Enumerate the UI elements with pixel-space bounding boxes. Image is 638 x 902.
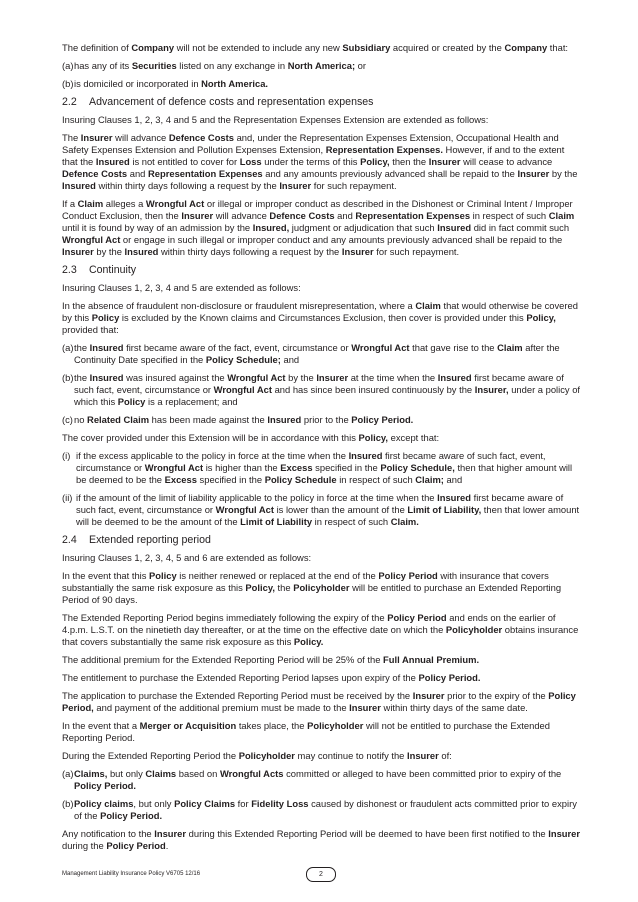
defined-term: Representation Expenses (148, 168, 263, 179)
defined-term: Insurer (154, 828, 187, 839)
defined-term: Insurer (316, 372, 349, 383)
defined-term: Insured (348, 450, 383, 461)
text-run: that would otherwise be covered by this (62, 300, 578, 323)
text-run: by the (285, 372, 317, 383)
defined-term: Policy (149, 570, 177, 581)
text-run: is excluded by the Known claims and Circumstances Exclusion, then cover is provided under this (119, 312, 527, 323)
list-marker: (b) (62, 798, 74, 809)
text-run: will advance (213, 210, 270, 221)
paragraph (62, 300, 582, 336)
defined-term: Insurer (80, 132, 113, 143)
defined-term: Insurer (412, 690, 445, 701)
paragraph (62, 132, 582, 192)
defined-term: Insured (437, 222, 472, 233)
text-run: caused by dishonest or fraudulent acts committed prior to expiry of the (74, 798, 577, 821)
text-run: In the event that this (62, 570, 150, 581)
text-run: obtains insurance that covers substantially the same risk exposure as this (62, 624, 579, 647)
text-run: Insuring Clauses 1, 2, 3, 4 and 5 and the Representation Expenses Extension are extended as follows: (62, 114, 489, 125)
text-run: at the time when the (348, 372, 438, 383)
text-run: no (74, 414, 88, 425)
defined-term: Claim. (390, 516, 419, 527)
text-run: or (355, 60, 367, 71)
text-run: first became aware of such fact, event, circumstance or (76, 492, 564, 515)
defined-term: Representation Expenses (355, 210, 471, 221)
text-run: specified in the (312, 462, 381, 473)
paragraph (62, 690, 582, 714)
defined-term: Insurer (548, 828, 581, 839)
defined-term: Insured (62, 180, 96, 191)
text-run: is not entitled to cover for (129, 156, 240, 167)
text-run: or engage in such illegal or improper conduct and any amounts previously advanced shall be repaid to the (120, 234, 563, 245)
text-run: by the (549, 168, 578, 179)
text-run: The (62, 132, 81, 143)
defined-term: Insurer (349, 702, 381, 713)
text-run: judgment or adjudication that such (289, 222, 438, 233)
defined-term: Policy, (245, 582, 275, 593)
defined-term: Insurer (341, 246, 374, 257)
defined-term: Policy Period (378, 570, 438, 581)
text-run: then the (389, 156, 429, 167)
text-run: provided that: (62, 324, 119, 335)
list-marker: (b) (62, 78, 74, 89)
defined-term: Insured (89, 342, 124, 353)
text-run: and (127, 168, 148, 179)
defined-term: Wrongful Act (351, 342, 410, 353)
defined-term: Claims, (74, 768, 108, 779)
list-item (62, 450, 582, 486)
paragraph (62, 828, 582, 852)
list-item (62, 492, 582, 528)
text-run: first became aware of the fact, event, circumstance or (123, 342, 352, 353)
defined-term: Insurer (517, 168, 550, 179)
defined-term: Defence Costs (168, 132, 234, 143)
text-run: within thirty days following a request by the (158, 246, 342, 257)
text-run: If a (62, 198, 78, 209)
paragraph (62, 750, 582, 762)
text-run: that: (547, 42, 569, 53)
text-run: has been made against the (149, 414, 268, 425)
paragraph (62, 198, 582, 258)
defined-term: Limit of Liability (240, 516, 313, 527)
text-run: the (74, 342, 90, 353)
text-run: after the Continuity Date specified in the (74, 342, 560, 365)
text-run: will be entitled to purchase an Extended Reporting Period of 90 days. (62, 582, 562, 605)
text-run: in respect of such (336, 474, 416, 485)
text-run: and, under the Representation Expenses Extension, Occupational Health and Safety Expenses Extension and Pollution Expenses Extension, (62, 132, 559, 155)
list-item (62, 60, 582, 72)
text-run: in respect of such (470, 210, 549, 221)
list-marker: (a) (62, 60, 74, 71)
text-run: then that lower amount will be deemed to be the amount of the (76, 504, 580, 527)
defined-term: Policy Period (387, 612, 447, 623)
text-run: will not be entitled to purchase the Extended Reporting Period. (62, 720, 550, 743)
text-run: The application to purchase the Extended Reporting Period must be received by the (62, 690, 413, 701)
defined-term: Defence Costs (269, 210, 335, 221)
text-run: if the excess applicable to the policy in force at the time when the (76, 450, 349, 461)
defined-term: North America; (287, 60, 356, 71)
defined-term: Wrongful Act (213, 384, 272, 395)
text-run: is lower than the amount of the (273, 504, 408, 515)
text-run: the (274, 582, 294, 593)
defined-term: Policy Period, (62, 690, 576, 713)
list-item (62, 768, 582, 792)
text-run: is a replacement; and (145, 396, 238, 407)
footer-text: Management Liability Insurance Policy V6705 12/16 (62, 871, 201, 877)
list-item (62, 372, 582, 408)
text-run: may continue to notify the (294, 750, 407, 761)
section-title: Extended reporting period (89, 534, 211, 546)
list-marker: (ii) (62, 492, 73, 503)
text-run: specified in the (196, 474, 265, 485)
defined-term: Insurer (62, 246, 94, 257)
text-run: is neither renewed or replaced at the end of the (176, 570, 379, 581)
text-run: will not be extended to include any new (174, 42, 343, 53)
text-run: then that higher amount will be deemed to be the (76, 462, 573, 485)
defined-term: Policy. (293, 636, 324, 647)
defined-term: Representation Expenses. (325, 144, 443, 155)
text-run: did in fact commit such (471, 222, 570, 233)
defined-term: Insured (437, 372, 472, 383)
text-run: for such repayment. (373, 246, 460, 257)
text-run: that gave rise to the (409, 342, 498, 353)
defined-term: Policy Period. (418, 672, 481, 683)
defined-term: Policy Schedule; (205, 354, 281, 365)
paragraph (62, 672, 582, 684)
text-run: for such repayment. (311, 180, 397, 191)
text-run: first became aware of such fact, event, circumstance or (76, 450, 546, 473)
text-run: with insurance that covers substantially the same risk exposure as this (62, 570, 549, 593)
defined-term: Wrongful Act (144, 462, 204, 473)
paragraph (62, 42, 582, 54)
defined-term: Claim (497, 342, 523, 353)
text-run: In the absence of fraudulent non-disclosure or fraudulent misrepresentation, where a (62, 300, 416, 311)
text-run: The entitlement to purchase the Extended Reporting Period lapses upon expiry of the (62, 672, 419, 683)
text-run: but only (107, 768, 146, 779)
paragraph (62, 114, 582, 126)
text-run: Insuring Clauses 1, 2, 3, 4, 5 and 6 are extended as follows: (62, 552, 312, 563)
text-run: The definition of (62, 42, 132, 53)
text-run: except that: (388, 432, 440, 443)
defined-term: Policy Schedule, (380, 462, 455, 473)
paragraph (62, 282, 582, 294)
section-number: 2.4 (62, 534, 77, 546)
text-run: The additional premium for the Extended Reporting Period will be 25% of the (62, 654, 384, 665)
text-run: prior to the (301, 414, 352, 425)
defined-term: Policy Period. (74, 780, 136, 791)
text-run: and (280, 354, 300, 365)
defined-term: Claim (548, 210, 575, 221)
defined-term: Policy, (358, 432, 389, 443)
list-marker: (i) (62, 450, 71, 461)
defined-term: Wrongful Act (215, 504, 274, 515)
text-run: alleges a (103, 198, 146, 209)
text-run: The cover provided under this Extension will be in accordance with this (62, 432, 359, 443)
text-run: and (443, 474, 463, 485)
defined-term: Company (131, 42, 175, 53)
defined-term: Insurer (407, 750, 439, 761)
text-run: is higher than the (203, 462, 281, 473)
defined-term: Securities (131, 60, 177, 71)
defined-term: Policyholder (238, 750, 295, 761)
text-run: acquired or created by the (390, 42, 505, 53)
list-marker: (a) (62, 342, 74, 353)
text-run: first became aware of such fact, event, circumstance or (74, 372, 564, 395)
paragraph (62, 654, 582, 666)
defined-term: Policy, (360, 156, 390, 167)
defined-term: Limit of Liability, (407, 504, 482, 515)
text-run: In the event that a (62, 720, 140, 731)
defined-term: Policyholder (293, 582, 350, 593)
defined-term: Policy Period. (100, 810, 163, 821)
defined-term: Insurer (181, 210, 214, 221)
defined-term: Company (504, 42, 548, 53)
text-run: and ends on the earlier of 4.p.m. L.S.T. on the ninetieth day thereafter, or at the time on the effective date on which the (62, 612, 556, 635)
text-run: committed or alleged to have been committed prior to expiry of the (283, 768, 562, 779)
defined-term: Policy Schedule (264, 474, 337, 485)
defined-term: Policy (91, 312, 120, 323)
paragraph (62, 612, 582, 648)
text-run: will advance (112, 132, 169, 143)
defined-term: Loss (239, 156, 262, 167)
text-run: under a policy of which this (74, 384, 581, 407)
text-run: is domiciled or incorporated in (74, 78, 202, 89)
defined-term: Claim (77, 198, 104, 209)
defined-term: Insurer (279, 180, 312, 191)
defined-term: Policyholder (307, 720, 364, 731)
defined-term: Wrongful Acts (219, 768, 284, 779)
paragraph (62, 570, 582, 606)
defined-term: Policy, (526, 312, 556, 323)
list-item (62, 342, 582, 366)
defined-term: Policy Claims (174, 798, 236, 809)
text-run: However, if and to the extent that the (62, 144, 565, 167)
defined-term: Defence Costs (62, 168, 128, 179)
text-run: or illegal or improper conduct as described in the Dishonest or Criminal Intent / Improper Conduct Exclusion, then the (62, 198, 573, 221)
defined-term: Policy Period. (351, 414, 414, 425)
text-run: of: (438, 750, 452, 761)
paragraph (62, 552, 582, 564)
text-run: based on (176, 768, 220, 779)
paragraph (62, 432, 582, 444)
text-run: Any notification to the (62, 828, 155, 839)
defined-term: Fidelity Loss (251, 798, 309, 809)
defined-term: Subsidiary (342, 42, 391, 53)
text-run: during the (62, 840, 107, 851)
section-number: 2.3 (62, 264, 77, 276)
defined-term: Excess (164, 474, 197, 485)
text-run: and has since been insured continuously by the (271, 384, 475, 395)
defined-term: Insured, (252, 222, 290, 233)
defined-term: Policy Period (106, 840, 166, 851)
defined-term: Excess (280, 462, 313, 473)
section-heading (62, 264, 582, 277)
text-run: and (334, 210, 356, 221)
text-run: During the Extended Reporting Period the (62, 750, 239, 761)
defined-term: Insurer, (474, 384, 509, 395)
list-marker: (b) (62, 372, 74, 383)
defined-term: Wrongful Act (227, 372, 286, 383)
section-heading (62, 534, 582, 547)
text-run: and any amounts previously advanced shall be repaid to the (262, 168, 518, 179)
defined-term: Claim; (415, 474, 444, 485)
defined-term: Policy (117, 396, 146, 407)
text-run: in respect of such (312, 516, 391, 527)
defined-term: Insured (437, 492, 472, 503)
defined-term: Insured (89, 372, 124, 383)
defined-term: Full Annual Premium. (383, 654, 480, 665)
text-run: takes place, the (236, 720, 308, 731)
defined-term: Wrongful Act (62, 234, 121, 245)
text-run: has any of its (74, 60, 132, 71)
list-item (62, 414, 582, 426)
defined-term: Insured (124, 246, 159, 257)
list-item (62, 78, 582, 90)
text-run: listed on any exchange in (176, 60, 288, 71)
defined-term: Insured (267, 414, 302, 425)
defined-term: Insured (95, 156, 130, 167)
text-run: under the terms of this (261, 156, 361, 167)
text-run: was insured against the (123, 372, 228, 383)
page-footer (62, 867, 582, 881)
page-number: 2 (306, 867, 336, 882)
defined-term: Wrongful Act (145, 198, 205, 209)
defined-term: Policyholder (445, 624, 503, 635)
text-run: The Extended Reporting Period begins immediately following the expiry of the (62, 612, 388, 623)
text-run: within thirty days of the same date. (380, 702, 528, 713)
text-run: prior to the expiry of the (444, 690, 549, 701)
text-run: Insuring Clauses 1, 2, 3, 4 and 5 are extended as follows: (62, 282, 301, 293)
text-run: by the (93, 246, 125, 257)
defined-term: North America. (201, 78, 269, 89)
text-run: . (165, 840, 169, 851)
defined-term: Merger or Acquisition (139, 720, 237, 731)
section-heading (62, 96, 582, 109)
defined-term: Related Claim (87, 414, 150, 425)
text-run: within thirty days following a request by the (95, 180, 280, 191)
defined-term: Insurer (428, 156, 461, 167)
text-run: , but only (133, 798, 175, 809)
text-run: the (74, 372, 90, 383)
text-run: until it is found by way of an admission by the (62, 222, 253, 233)
text-run: for (235, 798, 252, 809)
list-marker: (c) (62, 414, 73, 425)
defined-term: Claim (415, 300, 441, 311)
text-run: will cease to advance (460, 156, 553, 167)
section-title: Advancement of defence costs and representation expenses (89, 96, 374, 108)
document-body (62, 42, 582, 858)
text-run: and payment of the additional premium must be made to the (93, 702, 350, 713)
text-run: if the amount of the limit of liability applicable to the policy in force at the time when the (76, 492, 438, 503)
text-run: during this Extended Reporting Period will be deemed to have been first notified to the (186, 828, 549, 839)
paragraph (62, 720, 582, 744)
section-number: 2.2 (62, 96, 77, 108)
defined-term: Policy claims (74, 798, 134, 809)
list-marker: (a) (62, 768, 74, 779)
defined-term: Claims (145, 768, 177, 779)
list-item (62, 798, 582, 822)
section-title: Continuity (89, 264, 137, 276)
